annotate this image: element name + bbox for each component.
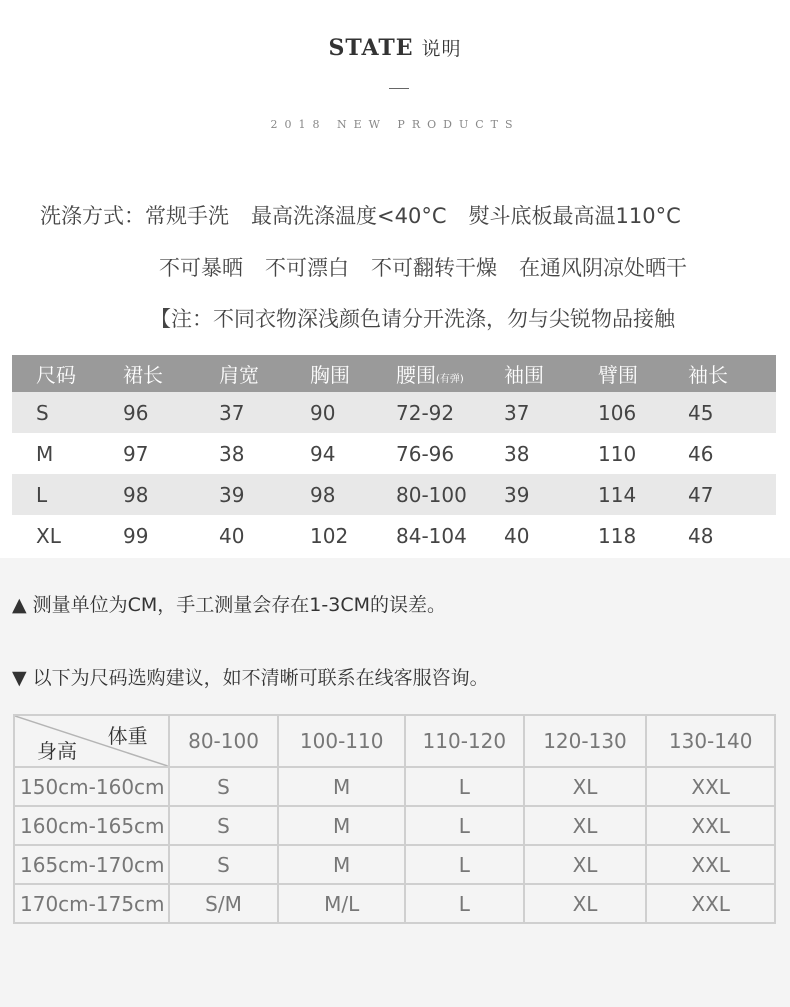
cell: 98: [286, 474, 372, 515]
cell: 40: [504, 523, 530, 548]
cell: 118: [598, 523, 637, 548]
size-cell: XXL: [646, 884, 775, 923]
title-cn: 说明: [421, 38, 462, 60]
cell: 97: [123, 441, 149, 466]
size-cell: L: [405, 767, 524, 806]
height-label: 160cm-165cm: [14, 806, 169, 845]
size-cell: S/M: [169, 884, 279, 923]
advice-note: ▼ 以下为尺码选购建议，如不清晰可联系在线客服咨询。: [12, 667, 489, 689]
subtitle: 2018 NEW PRODUCTS: [270, 118, 520, 131]
height-label: 165cm-170cm: [14, 845, 169, 884]
size-cell: M/L: [278, 884, 405, 923]
size-cell: M: [278, 767, 405, 806]
wash-rule-1: 不可暴晒: [159, 256, 243, 280]
title-en: STATE: [328, 35, 414, 61]
col-sleeve-length: 袖长: [664, 355, 776, 392]
size-cell: XXL: [646, 845, 775, 884]
cell: 45: [664, 392, 776, 433]
col-bust: 胸围: [286, 355, 372, 392]
corner-cell: [14, 715, 169, 767]
corner-height-label: 身高: [37, 739, 77, 763]
height-label: 170cm-175cm: [14, 884, 169, 923]
table-row: [12, 474, 776, 515]
size-table: [12, 355, 776, 556]
cell: 72-92: [372, 392, 480, 433]
cell: 98: [99, 474, 195, 515]
table-row: [14, 806, 775, 845]
wash-rule-2: 不可漂白: [265, 256, 349, 280]
cell: 38: [219, 441, 245, 466]
col-arm: 臂围: [574, 355, 664, 392]
size-cell: XL: [524, 884, 647, 923]
table-row: [12, 433, 776, 474]
size-cell: XL: [524, 767, 647, 806]
washing-line-2: [159, 252, 709, 282]
cell: 76-96: [396, 441, 455, 466]
table-row: [12, 392, 776, 433]
washing-line-1: [40, 200, 703, 230]
washing-note: 【注：不同衣物深浅颜色请分开洗涤，勿与尖锐物品接触: [150, 307, 675, 331]
cell: 37: [195, 392, 286, 433]
col-size: 尺码: [12, 355, 99, 392]
cell: 47: [664, 474, 776, 515]
recommend-table: [13, 714, 776, 924]
col-waist: [372, 355, 480, 392]
iron-max-temp: 熨斗底板最高温110°C: [468, 204, 681, 228]
cell: 39: [195, 474, 286, 515]
cell: 46: [688, 441, 714, 466]
size-cell: XXL: [646, 767, 775, 806]
size-cell: L: [405, 845, 524, 884]
cell: 99: [123, 523, 149, 548]
wash-max-temp: 最高洗涤温度<40°C: [251, 204, 447, 228]
cell: 94: [310, 441, 336, 466]
size-table-header: [12, 355, 776, 392]
table-row: [14, 767, 775, 806]
weight-header: 120-130: [524, 715, 647, 767]
size-cell: M: [278, 806, 405, 845]
cell: XL: [36, 523, 61, 548]
cell: 39: [480, 474, 574, 515]
cell: 38: [504, 441, 530, 466]
cell: 96: [99, 392, 195, 433]
weight-header: 80-100: [169, 715, 279, 767]
cell: 110: [598, 441, 637, 466]
cell: L: [12, 474, 99, 515]
size-cell: XXL: [646, 806, 775, 845]
weight-header: 110-120: [405, 715, 524, 767]
size-cell: S: [169, 767, 279, 806]
cell: 102: [310, 523, 349, 548]
recommend-header: [14, 715, 775, 767]
cell: M: [36, 441, 54, 466]
measure-note: ▲ 测量单位为CM，手工测量会存在1-3CM的误差。: [12, 594, 447, 616]
cell: 37: [480, 392, 574, 433]
weight-header: 100-110: [278, 715, 405, 767]
cell: 90: [286, 392, 372, 433]
col-shoulder: 肩宽: [195, 355, 286, 392]
size-cell: XL: [524, 845, 647, 884]
wash-method: 洗涤方式：常规手洗: [40, 204, 229, 228]
wash-rule-3: 不可翻转干燥: [371, 256, 497, 280]
col-skirt-length: 裙长: [99, 355, 195, 392]
cell: S: [12, 392, 99, 433]
size-cell: L: [405, 884, 524, 923]
cell: 84-104: [396, 523, 467, 548]
size-cell: L: [405, 806, 524, 845]
corner-weight-label: 体重: [107, 724, 148, 748]
weight-header: 130-140: [646, 715, 775, 767]
title-divider: [389, 88, 409, 89]
size-cell: S: [169, 845, 279, 884]
cell: 114: [574, 474, 664, 515]
wash-rule-4: 在通风阴凉处晒干: [519, 256, 687, 280]
table-row: [14, 845, 775, 884]
table-row: [14, 884, 775, 923]
size-cell: S: [169, 806, 279, 845]
height-label: 150cm-160cm: [14, 767, 169, 806]
col-waist-label: 腰围: [396, 363, 436, 387]
col-sleeve-width: 袖围: [480, 355, 574, 392]
size-cell: XL: [524, 806, 647, 845]
page-title: [0, 34, 790, 61]
col-waist-note: (有弹): [436, 374, 464, 385]
cell: 106: [574, 392, 664, 433]
cell: 48: [688, 523, 714, 548]
table-row: [12, 515, 776, 556]
cell: 80-100: [372, 474, 480, 515]
size-cell: M: [278, 845, 405, 884]
cell: 40: [219, 523, 245, 548]
